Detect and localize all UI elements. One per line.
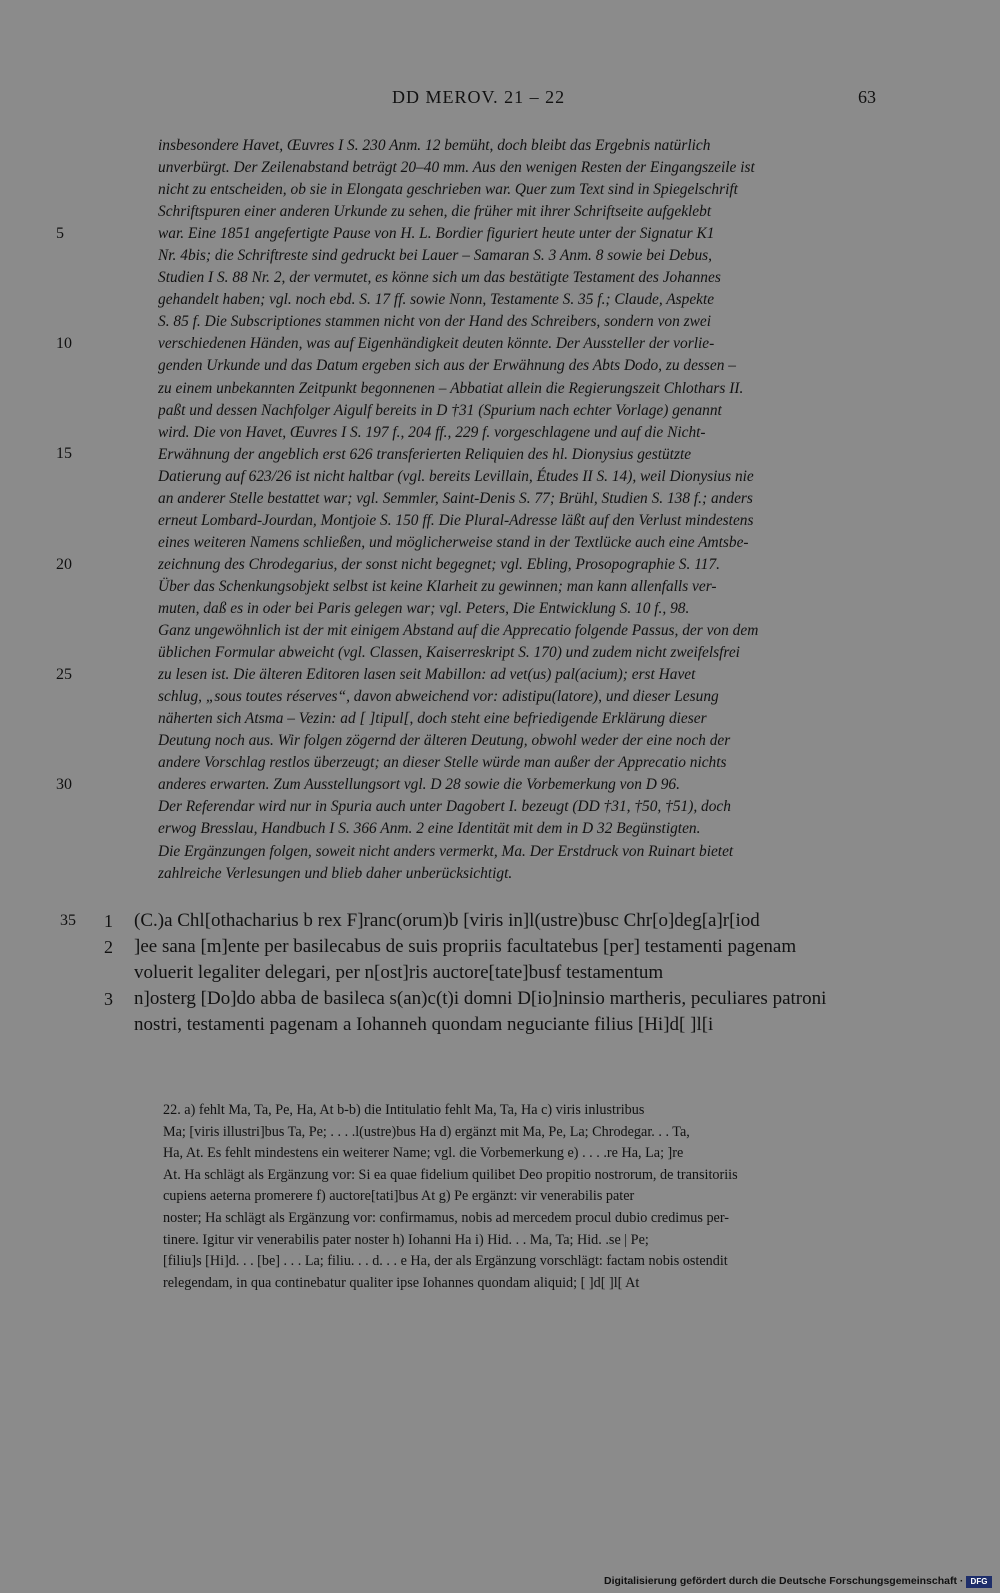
commentary-line: Nr. 4bis; die Schriftreste sind gedruckt bei Lauer – Samaran S. 3 Anm. 8 sowie bei Debus,	[158, 247, 713, 265]
commentary-line: Deutung noch aus. Wir folgen zögernd der älteren Deutung, obwohl weder der eine noch der	[158, 732, 731, 750]
commentary-line: zeichnung des Chrodegarius, der sonst nicht begegnet; vgl. Ebling, Prosopographie S. 117.	[158, 555, 720, 573]
commentary-line: insbesondere Havet, Œuvres I S. 230 Anm. 12 bemüht, doch bleibt das Ergebnis natürlich	[158, 137, 711, 154]
commentary-line: Ganz ungewöhnlich ist der mit einigem Abstand auf die Apprecatio folgende Passus, der von dem	[158, 622, 759, 640]
commentary-line: Über das Schenkungsobjekt selbst ist keine Klarheit zu gewinnen; man kann allenfalls ver-	[158, 577, 717, 595]
commentary-line: schlug, „sous toutes réserves“, davon abweichend vor: adistipu(latore), und dieser Lesung	[158, 688, 719, 706]
margin-line-number: 10	[56, 335, 72, 352]
apparatus-line: Ma; [viris illustri]bus Ta, Pe; . . . .l(ustre)bus Ha d) ergänzt mit Ma, Pe, La; Chrodegar. . . Ta,	[163, 1123, 690, 1140]
edition-line	[60, 960, 900, 986]
edition-line-number: 2	[104, 937, 113, 957]
commentary-line: eines weiteren Namens schließen, und möglicherweise stand in der Textlücke auch eine Amtsbe-	[158, 533, 749, 551]
footer-credit: Digitalisierung gefördert durch die Deutsche Forschungsgemeinschaft ·	[604, 1575, 964, 1587]
apparatus-line: cupiens aeterna promerere f) auctore[tati]bus At g) Pe ergänzt: vir venerabilis pater	[163, 1188, 635, 1205]
edition-line-text: (C.)a Chl[othacharius b rex F]ranc(orum)b [viris in]l(ustre)busc Chr[o]deg[a]r[iod	[134, 910, 760, 931]
apparatus-line: noster; Ha schlägt als Ergänzung vor: confirmamus, nobis ad mercedem procul dubio credimus per-	[163, 1209, 730, 1226]
margin-line-number: 20	[56, 556, 72, 573]
commentary-line: erneut Lombard-Jourdan, Montjoie S. 150 ff. Die Plural-Adresse läßt auf den Verlust mindestens	[158, 511, 754, 529]
critical-apparatus	[163, 1100, 893, 1294]
apparatus-line: At. Ha schlägt als Ergänzung vor: Si ea quae fidelium quilibet Deo propitio nostrorum, de transitoriis	[163, 1166, 738, 1183]
running-head	[0, 87, 1000, 111]
apparatus-line: 22. a) fehlt Ma, Ta, Pe, Ha, At b-b) die Intitulatio fehlt Ma, Ta, Ha c) viris inlustribus	[163, 1102, 645, 1118]
edition-line	[60, 986, 900, 1012]
dfg-logo: DFG	[966, 1576, 992, 1588]
apparatus-line: Ha, At. Es fehlt mindestens ein weiterer Name; vgl. die Vorbemerkung e) . . . .re Ha, La; ]re	[163, 1145, 684, 1162]
commentary-line: war. Eine 1851 angefertigte Pause von H. L. Bordier figuriert heute unter der Signatur K1	[158, 225, 715, 243]
edition-line-text: n]osterg [Do]do abba de basileca s(an)c(t)i domni D[io]ninsio martheris, peculiares patroni	[134, 988, 827, 1009]
commentary-line: Der Referendar wird nur in Spuria auch unter Dagobert I. bezeugt (DD †31, †50, †51), doch	[158, 798, 731, 816]
commentary-line: paßt und dessen Nachfolger Aigulf bereits in D †31 (Spurium nach echter Vorlage) genannt	[158, 401, 722, 419]
commentary-line: gehandelt haben; vgl. noch ebd. S. 17 ff. sowie Nonn, Testamente S. 35 f.; Claude, Aspekte	[158, 291, 715, 309]
commentary-line: wird. Die von Havet, Œuvres I S. 197 f., 204 ff., 229 f. vorgeschlagene und auf die Nicht-	[158, 423, 706, 441]
commentary-line: Schriftspuren einer anderen Urkunde zu sehen, die früher mit ihrer Schriftseite aufgeklebt	[158, 203, 712, 221]
edition-text	[60, 908, 900, 1038]
commentary-line: Studien I S. 88 Nr. 2, der vermutet, es könne sich um das bestätigte Testament des Johannes	[158, 269, 721, 287]
commentary-line: muten, daß es in oder bei Paris gelegen war; vgl. Peters, Die Entwicklung S. 10 f., 98.	[158, 599, 690, 617]
margin-line-number: 15	[56, 445, 72, 462]
commentary-line: üblichen Formular abweicht (vgl. Classen, Kaiserreskript S. 170) und zudem nicht zweifelsfrei	[158, 644, 740, 662]
edition-line-number: 3	[104, 989, 113, 1009]
commentary-line: genden Urkunde und das Datum ergeben sich aus der Erwähnung des Abts Dodo, zu dessen –	[158, 357, 736, 375]
commentary-line: zu lesen ist. Die älteren Editoren lasen seit Mabillon: ad vet(us) pal(acium); erst Havet	[158, 666, 696, 684]
margin-line-number: 30	[56, 776, 72, 793]
edition-line-text: nostri, testamenti pagenam a Iohanneh quondam neguciante filius [Hi]d[ ]l[i	[134, 1014, 714, 1035]
commentary-line: S. 85 f. Die Subscriptiones stammen nicht von der Hand des Schreibers, sondern von zwei	[158, 313, 711, 331]
edition-margin-number: 35	[60, 912, 76, 929]
edition-line	[60, 934, 900, 960]
commentary-line: zu einem unbekannten Zeitpunkt begonnenen – Abbatiat allein die Regierungszeit Chlothars II.	[158, 379, 744, 397]
commentary-line: nicht zu entscheiden, ob sie in Elongata geschrieben war. Quer zum Text sind in Spiegelschrift	[158, 181, 738, 199]
commentary-line: Datierung auf 623/26 ist nicht haltbar (vgl. bereits Levillain, Études II S. 14), weil Dionysius nie	[158, 467, 754, 485]
commentary-line: andere Vorschlag restlos überzeugt; an dieser Stelle würde man außer der Apprecatio nichts	[158, 754, 727, 772]
page-number: 63	[858, 87, 876, 107]
commentary-line: erwog Bresslau, Handbuch I S. 366 Anm. 2 eine Identität mit dem in D 32 Begünstigten.	[158, 820, 701, 838]
edition-line	[60, 1012, 900, 1038]
commentary-line: verschiedenen Händen, was auf Eigenhändigkeit deuten könnte. Der Aussteller der vorlie-	[158, 335, 715, 353]
margin-line-number: 25	[56, 666, 72, 683]
commentary-block	[158, 135, 888, 885]
apparatus-line: tinere. Igitur vir venerabilis pater noster h) Iohanni Ha i) Hid. . . Ma, Ta; Hid. .se | Pe;	[163, 1231, 649, 1248]
commentary-line: Erwähnung der angeblich erst 626 transferierten Reliquien des hl. Dionysius gestützte	[158, 445, 692, 463]
commentary-line: zahlreiche Verlesungen und blieb daher unberücksichtigt.	[158, 864, 513, 882]
margin-line-number: 5	[56, 225, 64, 242]
commentary-line: unverbürgt. Der Zeilenabstand beträgt 20–40 mm. Aus den wenigen Resten der Eingangszeile ist	[158, 159, 755, 177]
running-title: DD MEROV. 21 – 22	[392, 87, 566, 107]
apparatus-line: [filiu]s [Hi]d. . . [be] . . . La; filiu. . . d. . . e Ha, der als Ergänzung vorschlägt: factam nobis ostendit	[163, 1253, 728, 1270]
edition-line-text: voluerit legaliter delegari, per n[ost]ris auctore[tate]busf testamentum	[134, 962, 664, 983]
edition-line-text: ]ee sana [m]ente per basilecabus de suis propriis facultatebus [per] testamenti pagenam	[134, 936, 797, 957]
apparatus-line: relegendam, in qua continebatur qualiter ipse Iohannes quondam aliquid; [ ]d[ ]l[ At	[163, 1274, 640, 1291]
commentary-line: näherten sich Atsma – Vezin: ad [ ]tipul[, doch steht eine befriedigende Erklärung dieser	[158, 710, 707, 728]
commentary-line: Die Ergänzungen folgen, soweit nicht anders vermerkt, Ma. Der Erstdruck von Ruinart bietet	[158, 842, 734, 860]
commentary-line: anderes erwarten. Zum Ausstellungsort vgl. D 28 sowie die Vorbemerkung von D 96.	[158, 776, 680, 794]
edition-line-number: 1	[104, 911, 113, 931]
edition-line	[60, 908, 900, 934]
commentary-line: an anderer Stelle bestattet war; vgl. Semmler, Saint-Denis S. 77; Brühl, Studien S. 138 f.; anders	[158, 489, 753, 507]
